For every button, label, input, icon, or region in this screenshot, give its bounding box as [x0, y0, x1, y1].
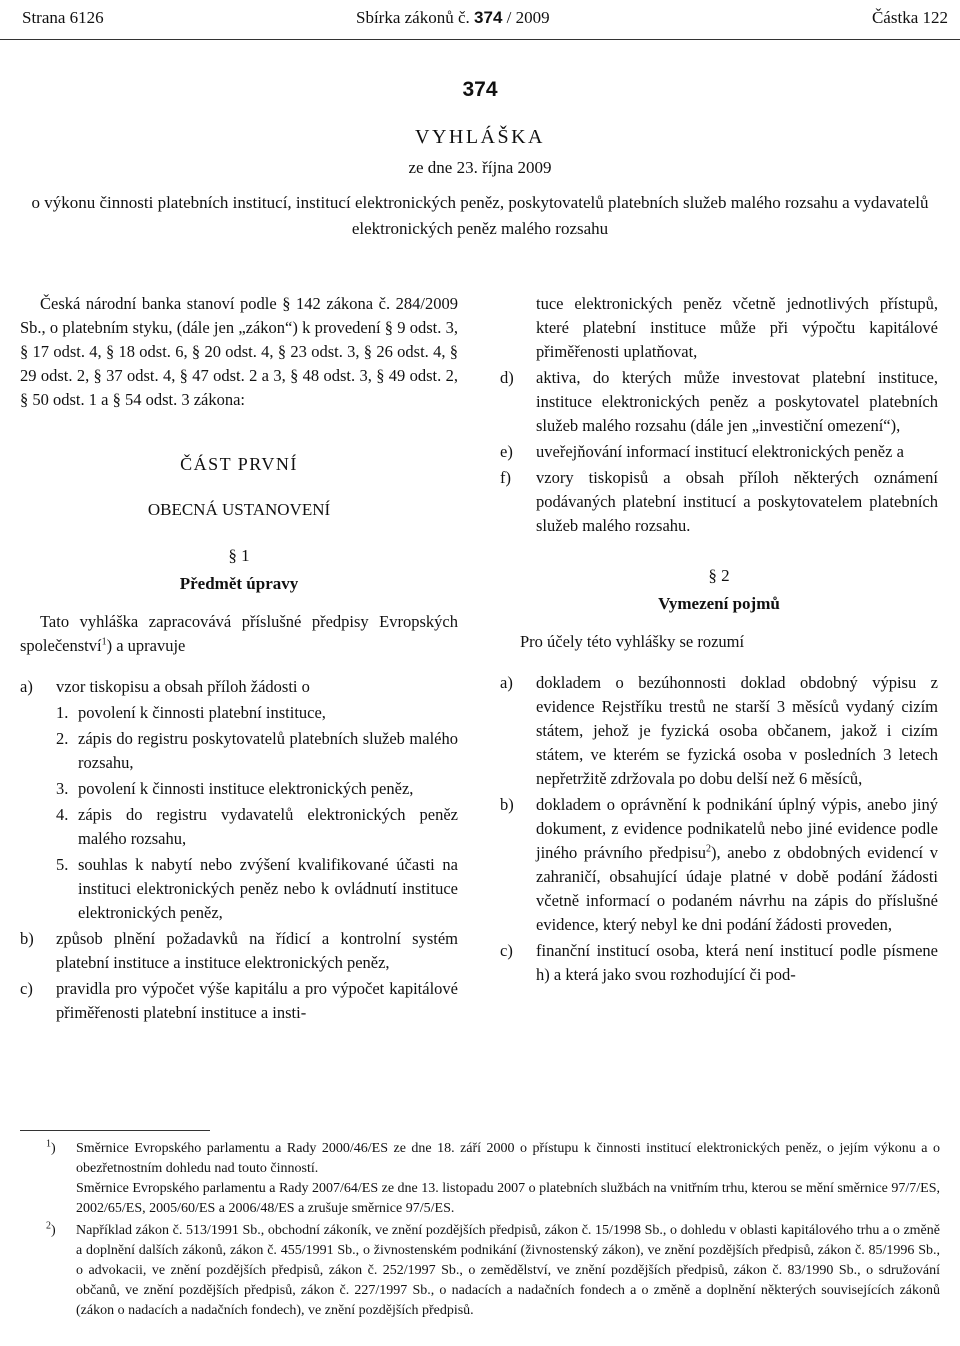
item-marker: c): [500, 940, 513, 960]
document-subject: o výkonu činnosti platebních institucí, institucí elektronických peněz, poskytovatelů platebních služeb malého rozsahu a vydavatelů elektronických peněz malého rozsahu: [31, 193, 929, 238]
def-b-text: dokladem o oprávnění k podnikání úplný výpis, anebo jiný dokument, z evidence podnikatelů nebo jiné evidence podle jiného právního předpisu: [536, 794, 938, 862]
item-marker: b): [500, 794, 514, 814]
sub-marker: 2.: [56, 728, 69, 748]
item-marker: e): [500, 442, 513, 461]
item-text: aktiva, do kterých může investovat platební instituce, instituce elektronických peněz a poskytovatel platebních služeb malého rozsahu (dále jen „investiční omezení“),: [536, 368, 938, 435]
item-text: dokladem o bezúhonnosti doklad obdobný výpisu z evidence Rejstříku trestů ne starší 3 měsíců vydaný cizím státem, jehož je fyzická osoba občanem, jakož i cizím státem, ve kterém se fyzická osoba v posledních 3 letech nepřetržitě zdržovala po dobu delší než 6 měsíců,: [536, 672, 938, 788]
list-item: [500, 440, 938, 464]
item-text: finanční institucí osoba, která není institucí podle písmene h) a která jako svou rozhodující či pod-: [536, 940, 938, 984]
footnotes: [20, 1139, 940, 1321]
page-number: Strana 6126: [22, 8, 104, 27]
item-marker: d): [500, 368, 514, 387]
document-date: ze dne 23. října 2009: [408, 158, 552, 177]
list-item: [20, 927, 458, 975]
list-item: [20, 977, 458, 1025]
item-text: [536, 793, 938, 937]
footnote-1: [20, 1139, 940, 1179]
definition-item: [500, 671, 938, 791]
sub-item: [56, 803, 458, 851]
item-text: vzor tiskopisu a obsah příloh žádosti o: [56, 676, 310, 696]
sub-item: [56, 777, 458, 801]
collection-year: / 2009: [506, 8, 550, 27]
sub-item: [56, 701, 458, 725]
sub-marker: 5.: [56, 854, 69, 874]
list-item: [500, 466, 938, 538]
sub-marker: 3.: [56, 778, 69, 798]
footnote-2-text: Například zákon č. 513/1991 Sb., obchodní zákoník, ve znění pozdějších předpisů, zákon č. 15/1998 Sb., o dohledu v oblasti kapitálového trhu a o změně a doplnění dalších zákonů, zákon č. 455/1991 Sb., o živnostenském podnikání (živnostenský zákon), ve znění pozdějších předpisů, zákon č. 85/1996 Sb., o advokacii, ve znění pozdějších předpisů, zákon č. 252/1997 Sb., o zemědělství, ve znění pozdějších předpisů, zákon č. 83/1990 Sb., o sdružování občanů, ve znění pozdějších předpisů, zákon č. 227/1997 Sb., o nadacích a nadačních fondech a o změně a doplnění některých souvisejících zákonů (zákon o nadacích a nadačních fondech), ve znění pozdějších předpisů.: [76, 1223, 940, 1318]
def-b-tail: ), anebo z obdobných evidencí v zahraničí, obsahující údaje platné v době podání žádosti včetně informací o podaném návrhu na zápis do příslušné evidence, který nebyl ke dni podání žádosti proveden,: [536, 842, 938, 934]
item-text: uveřejňování informací institucí elektronických peněz a: [536, 442, 904, 461]
section-2-title: Vymezení pojmů: [658, 594, 780, 613]
document-type: VYHLÁŠKA: [415, 126, 545, 148]
footnote-divider: [20, 1130, 210, 1131]
sub-text: povolení k činnosti platební instituce,: [78, 702, 326, 722]
collection-number: 374: [474, 8, 503, 27]
definition-item: [500, 793, 938, 937]
page-header: [0, 0, 960, 40]
item-marker: a): [20, 676, 33, 696]
footnote-2-number: 2: [46, 1220, 51, 1232]
item-marker: c): [20, 978, 33, 998]
item-text: vzory tiskopisů a obsah příloh některých oznámení podávaných platební institucí a poskytovatelem platebních služeb malého rozsahu.: [536, 468, 938, 535]
preamble: Česká národní banka stanoví podle § 142 zákona č. 284/2009 Sb., o platebním styku, (dále jen „zákon“) k provedení § 9 odst. 3, § 17 odst. 4, § 18 odst. 6, § 20 odst. 4, § 23 odst. 3, § 26 odst. 4, § 29 odst. 2, § 37 odst. 4, § 47 odst. 2 a 3, § 48 odst. 3, § 49 odst. 2, § 50 odst. 1 a § 54 odst. 3 zákona:: [20, 294, 458, 409]
section-1-intro: [20, 610, 458, 658]
item-marker: b): [20, 928, 34, 948]
sub-text: zápis do registru vydavatelů elektronických peněz malého rozsahu,: [78, 804, 458, 848]
footnote-marker: $^2$): [46, 1220, 56, 1238]
sub-marker: 1.: [56, 702, 69, 722]
part-heading: ČÁST PRVNÍ: [180, 454, 298, 474]
section-2-intro: Pro účely této vyhlášky se rozumí: [520, 632, 745, 651]
sub-text: povolení k činnosti instituce elektronických peněz,: [78, 778, 414, 798]
document-number: 374: [462, 78, 498, 101]
footnote-spacer: [20, 1179, 76, 1219]
right-column: [500, 292, 938, 987]
item-marker: f): [500, 468, 511, 487]
list-item: [20, 675, 458, 699]
footnote-1-text-b: Směrnice Evropského parlamentu a Rady 2007/64/ES ze dne 13. listopadu 2007 o platebních službách na vnitřním trhu, kterou se mění směrnice 97/7/ES, 2002/65/ES, 2005/60/ES a 2006/48/ES a zrušuje směrnice 97/5/ES.: [76, 1181, 940, 1216]
footnote-1-number: 1: [46, 1138, 51, 1150]
sub-text: souhlas k nabytí nebo zvýšení kvalifikované účasti na instituci elektronických peněz nebo k ovládnutí instituce elektronických peněz,: [78, 854, 458, 922]
section-1-title: Předmět úpravy: [179, 574, 299, 593]
collection-prefix: Sbírka zákonů č.: [356, 8, 470, 27]
footnote-ref-1: 1: [101, 636, 107, 648]
left-column: [20, 292, 458, 1025]
item-text: pravidla pro výpočet výše kapitálu a pro výpočet kapitálové přiměřenosti platební instituce a insti-: [56, 978, 458, 1022]
list-item: [500, 366, 938, 438]
footnote-1-continued: [20, 1179, 940, 1219]
item-text: způsob plnění požadavků na řídicí a kontrolní systém platební instituce a instituce elektronických peněz,: [56, 928, 458, 972]
footnote-1-text-a: Směrnice Evropského parlamentu a Rady 2000/46/ES ze dne 18. září 2000 o přístupu k činnosti institucí elektronických peněz, o jejím výkonu a o obezřetnostním dohledu nad touto činností.: [76, 1141, 940, 1176]
intro-tail: ) a upravuje: [106, 636, 186, 655]
intro-text: Tato vyhláška zapracovává příslušné předpisy Evropských společenství: [20, 612, 458, 655]
footnote-ref-2: 2: [706, 843, 711, 854]
title-block: [0, 78, 960, 242]
sub-text: zápis do registru poskytovatelů platebních služeb malého rozsahu,: [78, 728, 458, 772]
definition-item: [500, 939, 938, 987]
section-2-number: § 2: [708, 566, 730, 585]
section-1-number: § 1: [228, 546, 250, 565]
sub-marker: 4.: [56, 804, 69, 824]
collection-label: [356, 8, 550, 28]
footnote-2: [20, 1221, 940, 1321]
continuation-text: tuce elektronických peněz včetně jednotlivých přístupů, které platební instituce může při výpočtu kapitálové přiměřenosti uplatňovat,: [536, 294, 938, 361]
footnote-marker: $^1$): [46, 1138, 56, 1156]
sub-item: [56, 853, 458, 925]
part-title: OBECNÁ USTANOVENÍ: [147, 500, 331, 519]
part-number: Částka 122: [871, 8, 948, 27]
sub-item: [56, 727, 458, 775]
item-marker: a): [500, 672, 513, 692]
